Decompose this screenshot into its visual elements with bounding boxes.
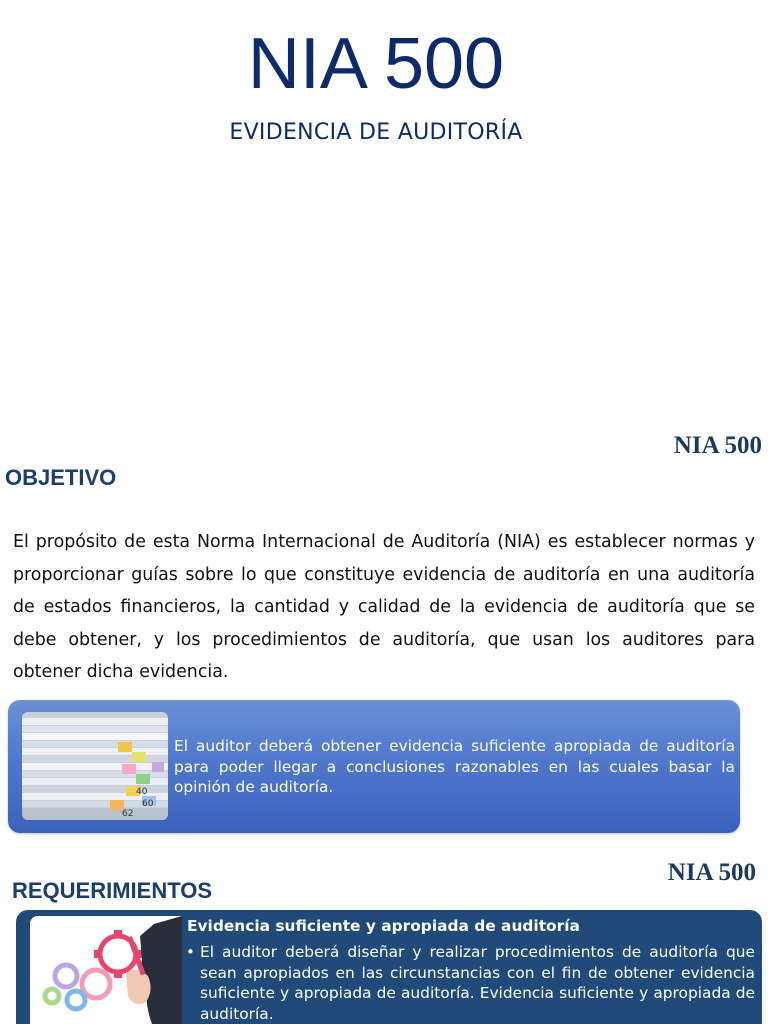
callout-text: El auditor deberá obtener evidencia suficiente apropiada de auditoría para poder llegar a conclusiones razonables en las cuales basar la opinión de auditoría. xyxy=(174,737,735,796)
svg-text:60: 60 xyxy=(142,799,154,809)
slide-title: NIA 500 xyxy=(247,24,505,104)
section-heading-requerimientos: REQUERIMIENTOS xyxy=(12,878,213,903)
slide-subtitle: EVIDENCIA DE AUDITORÍA xyxy=(229,120,523,145)
document-files-icon xyxy=(22,712,168,820)
bullet-text: El auditor deberá diseñar y realizar procedimientos de auditoría que sean apropiados en las circunstancias con el fin de obtener evidencia suficiente y apropiada de auditoría. Evidencia suficiente y apropiada de auditoría. xyxy=(200,943,755,1023)
slide-tag: NIA 500 xyxy=(667,859,756,886)
svg-text:40: 40 xyxy=(136,787,148,797)
slide-tag: NIA 500 xyxy=(673,432,762,459)
svg-text:62: 62 xyxy=(122,809,134,819)
objetivo-paragraph: El propósito de esta Norma Internacional de Auditoría (NIA) es establecer normas y proporcionar guías sobre lo que constituye evidencia de auditoría en una auditoría de estados financieros, la cantidad y calidad de la evidencia de auditoría que se debe obtener, y los procedimientos de auditoría, que usan los auditores para obtener dicha evidencia. xyxy=(13,532,755,682)
gears-hand-icon xyxy=(30,916,182,1024)
section-heading-objetivo: OBJETIVO xyxy=(5,465,117,490)
panel-title: Evidencia suficiente y apropiada de auditoría xyxy=(187,917,580,935)
bullet-dot: • xyxy=(186,943,195,961)
